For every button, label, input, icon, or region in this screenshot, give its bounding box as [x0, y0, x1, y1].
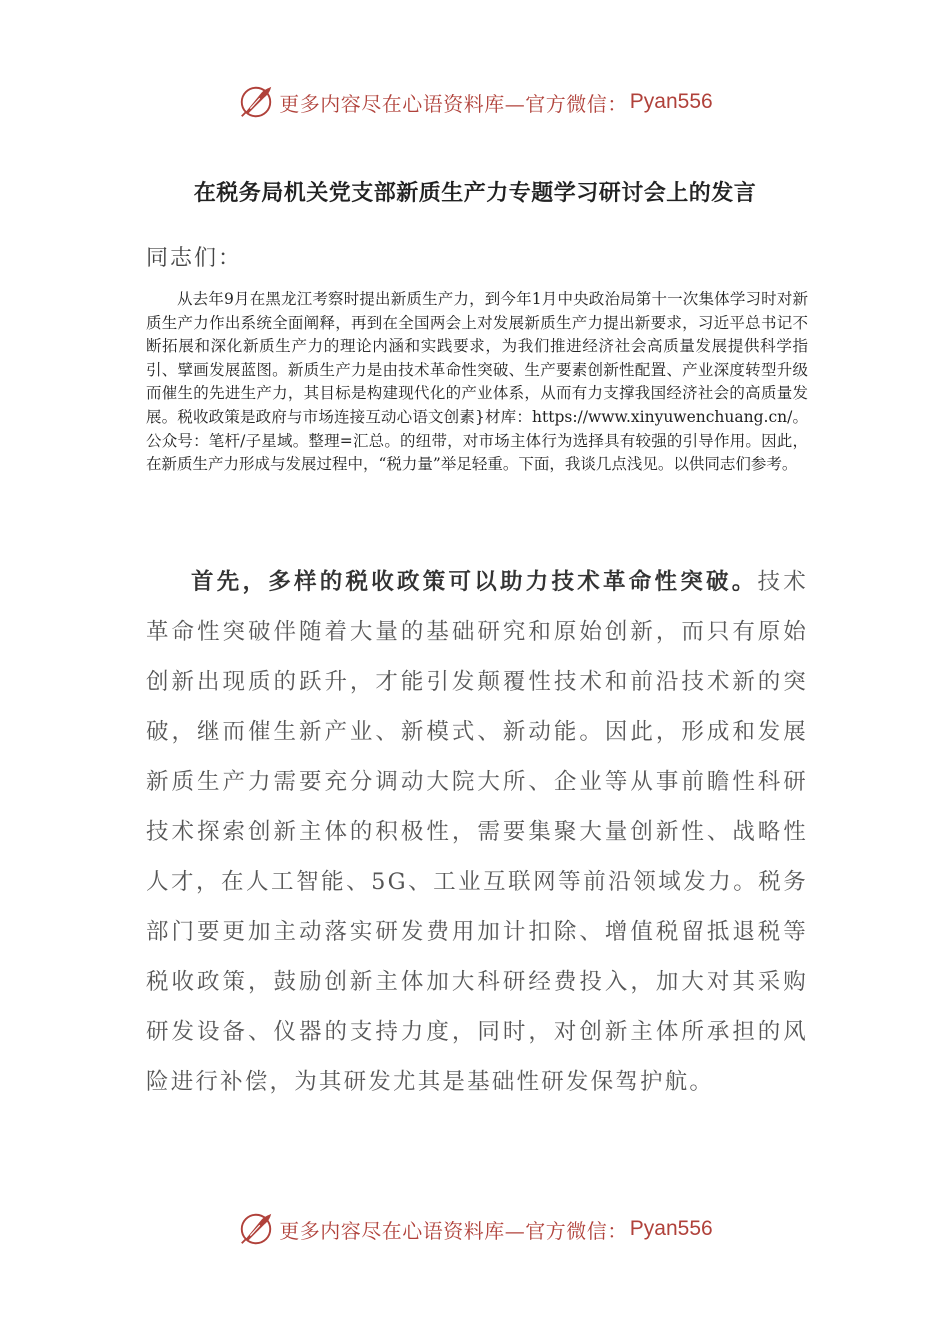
intro-paragraph: 从去年9月在黑龙江考察时提出新质生产力，到今年1月中央政治局第十一次集体学习时对新质生产力作出系统全面阐释，再到在全国两会上对发展新质生产力提出新要求，习近平总书记不断拓展和深化新质生产力的理论内涵和实践要求，为我们推进经济社会高质量发展提供科学指引、擘画发展蓝图。新质生产力是由技术革命性突破、生产要素创新性配置、产业深度转型升级而催生的先进生产力，其目标是构建现代化的产业体系，从而有力支撑我国经济社会的高质量发展。税收政策是政府与市场连接互动心语文创素}材库：https://www.xinyuwenchuang.cn/。公众号：笔杆/子星域。整理=汇总。的纽带，对市场主体行为选择具有较强的引导作用。因此，在新质生产力形成与发展过程中，“税力量”举足轻重。下面，我谈几点浅见。以供同志们参考。 — [146, 290, 808, 474]
banner-wechat-handle: Pyan556 — [629, 90, 713, 113]
quill-logo-icon — [237, 1210, 275, 1248]
section-1-paragraph — [146, 557, 808, 1107]
banner-text: 更多内容尽在心语资料库—官方微信： — [279, 91, 628, 116]
salutation: 同志们： — [146, 246, 243, 271]
banner-wechat-handle: Pyan556 — [629, 1217, 713, 1240]
section-1-body: 技术革命性突破伴随着大量的基础研究和原始创新，而只有原始创新出现质的跃升，才能引发颠覆性技术和前沿技术新的突破，继而催生新产业、新模式、新动能。因此，形成和发展新质生产力需要充分调动大院大所、企业等从事前瞻性科研技术探索创新主体的积极性，需要集聚大量创新性、战略性人才，在人工智能、5G、工业互联网等前沿领域发力。税务部门要更加主动落实研发费用加计扣除、增值税留抵退税等税收政策，鼓励创新主体加大科研经费投入，加大对其采购研发设备、仪器的支持力度，同时，对创新主体所承担的风险进行补偿，为其研发尤其是基础性研发保驾护航。 — [146, 569, 808, 1095]
section-1-lead: 首先，多样的税收政策可以助力技术革命性突破。 — [191, 569, 758, 595]
header-banner — [0, 82, 950, 122]
banner-text: 更多内容尽在心语资料库—官方微信： — [279, 1218, 628, 1243]
footer-banner — [0, 1209, 950, 1249]
quill-logo-icon — [237, 83, 275, 121]
page-title: 在税务局机关党支部新质生产力专题学习研讨会上的发言 — [193, 180, 757, 206]
